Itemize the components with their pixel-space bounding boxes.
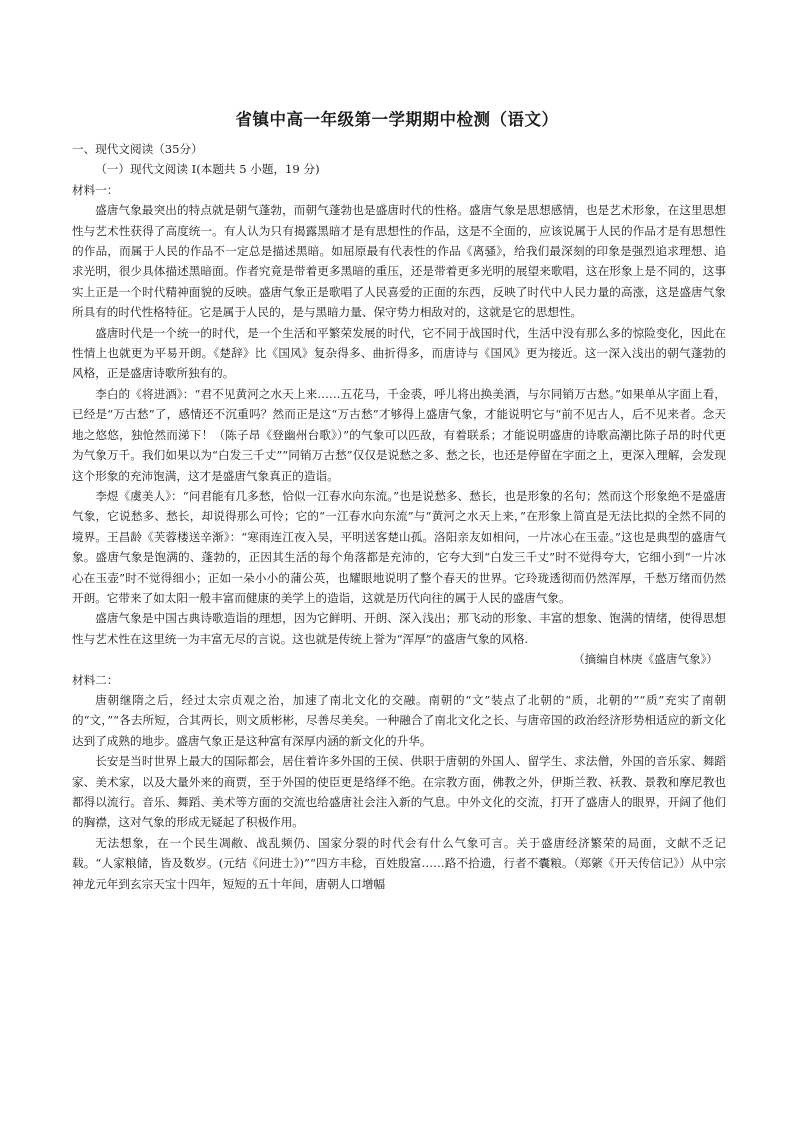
material-1-paragraph: 盛唐时代是一个统一的时代，是一个生活和平繁荣发展的时代，它不同于战国时代，生活中没有那么多的惊险变化，因此在性情上也就更为平易开朗。《楚辞》比《国风》复杂得多、曲折得多，而唐诗与《国风》更为接近。这一深入浅出的朝气蓬勃的风格，正是盛唐诗歌所独有的。 [72,325,726,381]
exam-title: 省镇中高一年级第一学期期中检测（语文） [235,110,559,129]
material-2-label: 材料二： [72,672,119,687]
material-1-label: 材料一： [72,182,119,197]
document-body [72,139,726,894]
material-1-paragraph: 盛唐气象最突出的特点就是朝气蓬勃，而朝气蓬勃也是盛唐时代的性格。盛唐气象是思想感情，也是艺术形象，在这里思想性与艺术性获得了高度统一。有人认为只有揭露黑暗才是有思想性的作品，这是不全面的，应该说属于人民的作品才是有思想性的作品，而属于人民的作品不一定总是描述黑暗。如屈原最有代表性的作品《离骚》，给我们最深刻的印象是强烈追求理想、追求光明，很少具体描述黑暗面。作者究竟是带着更多黑暗的重压，还是带着更多光明的展望来歌唱，这在形象上是不同的，这事实上正是一个时代精神面貌的反映。盛唐气象正是歌唱了人民喜爱的正面的东西，反映了时代中人民力量的高涨，这是盛唐气象所具有的时代性格特征。它是属于人民的，是与黑暗力量、保守势力相敌对的，这就是它的思想性。 [72,203,726,320]
material-2-paragraph: 长安是当时世界上最大的国际都会，居住着许多外国的王侯、供职于唐朝的外国人、留学生、求法僧，外国的音乐家、舞蹈家、美术家，以及大量外来的商贾，至于外国的使臣更是络绎不绝。在宗教方面，佛教之外，伊斯兰教、袄教、景教和摩尼教也都得以流行。音乐、舞蹈、美术等方面的交流也给盛唐社会注入新的气息。中外文化的交流，打开了盛唐人的眼界，开阔了他们的胸襟，这对气象的形成无疑起了积极作用。 [72,754,726,830]
material-1-paragraph: 盛唐气象是中国古典诗歌造诣的理想，因为它鲜明、开朗、深入浅出；那飞动的形象、丰富的想象、饱满的情绪，使得思想性与艺术性在这里统一为丰富无尽的言说。这也就是传统上誉为“浑厚”的盛唐气象的风格. [72,611,726,646]
subsection-heading: （一）现代文阅读 I(本题共 5 小题，19 分) [95,162,320,177]
material-1-paragraph: 李白的《将进酒》：“君不见黄河之水天上来……五花马，千金裘，呼儿将出换美酒，与尔同销万古愁。”如果单从字面上看，已经是“万古愁”了，感情还不沉重吗？然而正是这“万古愁”才够得上盛唐气象，才能说明它与“前不见古人，后不见来者。念天地之悠悠，独怆然而涕下！（陈子昂《登幽州台歌》）”的气象可以匹敌，有着联系；才能说明盛唐的诗歌高潮比陈子昂的时代更为气象万千。我们如果以为“白发三千丈”“同销万古愁”仅仅是说愁之多、愁之长，也还是停留在字面之上，更深入理解，会发现这个形象的充沛饱满，这才是盛唐气象真正的造诣。 [72,386,726,483]
material-2-paragraph: 唐朝继隋之后，经过太宗贞观之治，加速了南北文化的交融。南朝的“文”装点了北朝的“质，北朝的”“质”充实了南朝的“文，”“各去所短，合其两长，则文质彬彬，尽善尽美矣。一种融合了南北文化之长、与唐帝国的政治经济形势相适应的新文化达到了成熟的地步。盛唐气象正是这种富有深厚内涵的新文化的升华。 [72,692,726,748]
material-1-paragraph: 李煜《虞美人》：“问君能有几多愁，恰似一江春水向东流。”也是说愁多、愁长，也是形象的名句；然而这个形象绝不是盛唐气象，它说愁多、愁长，却说得那么可怜；它的“一江春水向东流”与“黄河之水天上来，”在形象上简直是无法比拟的全然不同的境界。王昌龄《芙蓉楼送辛渐》：“寒雨连江夜入吴，平明送客楚山孤。洛阳亲友如相问，一片冰心在玉壶。”这也是典型的盛唐气象。盛唐气象是饱满的、蓬勃的，正因其生活的每个角落都是充沛的，它夸大到“白发三千丈”时不觉得夸大，它细小到“一片冰心在玉壶”时不觉得细小；正如一朵小小的蒲公英，也耀眼地说明了整个春天的世界。它玲珑透彻而仍然浑厚，千愁万绪而仍然开朗。它带来了如太阳一般丰富而健康的美学上的造诣，这就是历代向往的属于人民的盛唐气象。 [72,488,726,605]
material-1-source: （摘编自林庚《盛唐气象》） [573,652,718,667]
section-heading: 一、现代文阅读（35分） [72,142,203,156]
material-2-paragraph: 无法想象，在一个民生凋敝、战乱频仍、国家分裂的时代会有什么气象可言。关于盛唐经济繁荣的局面，文献不乏记载。“人家粮储，皆及数岁。(元结《问进士》)”“四方丰稔，百姓殷富……路不拾遗，行者不囊粮。（郑綮《开天传信记》）从中宗神龙元年到玄宗天宝十四年，短短的五十年间，唐朝人口增幅 [72,835,726,891]
